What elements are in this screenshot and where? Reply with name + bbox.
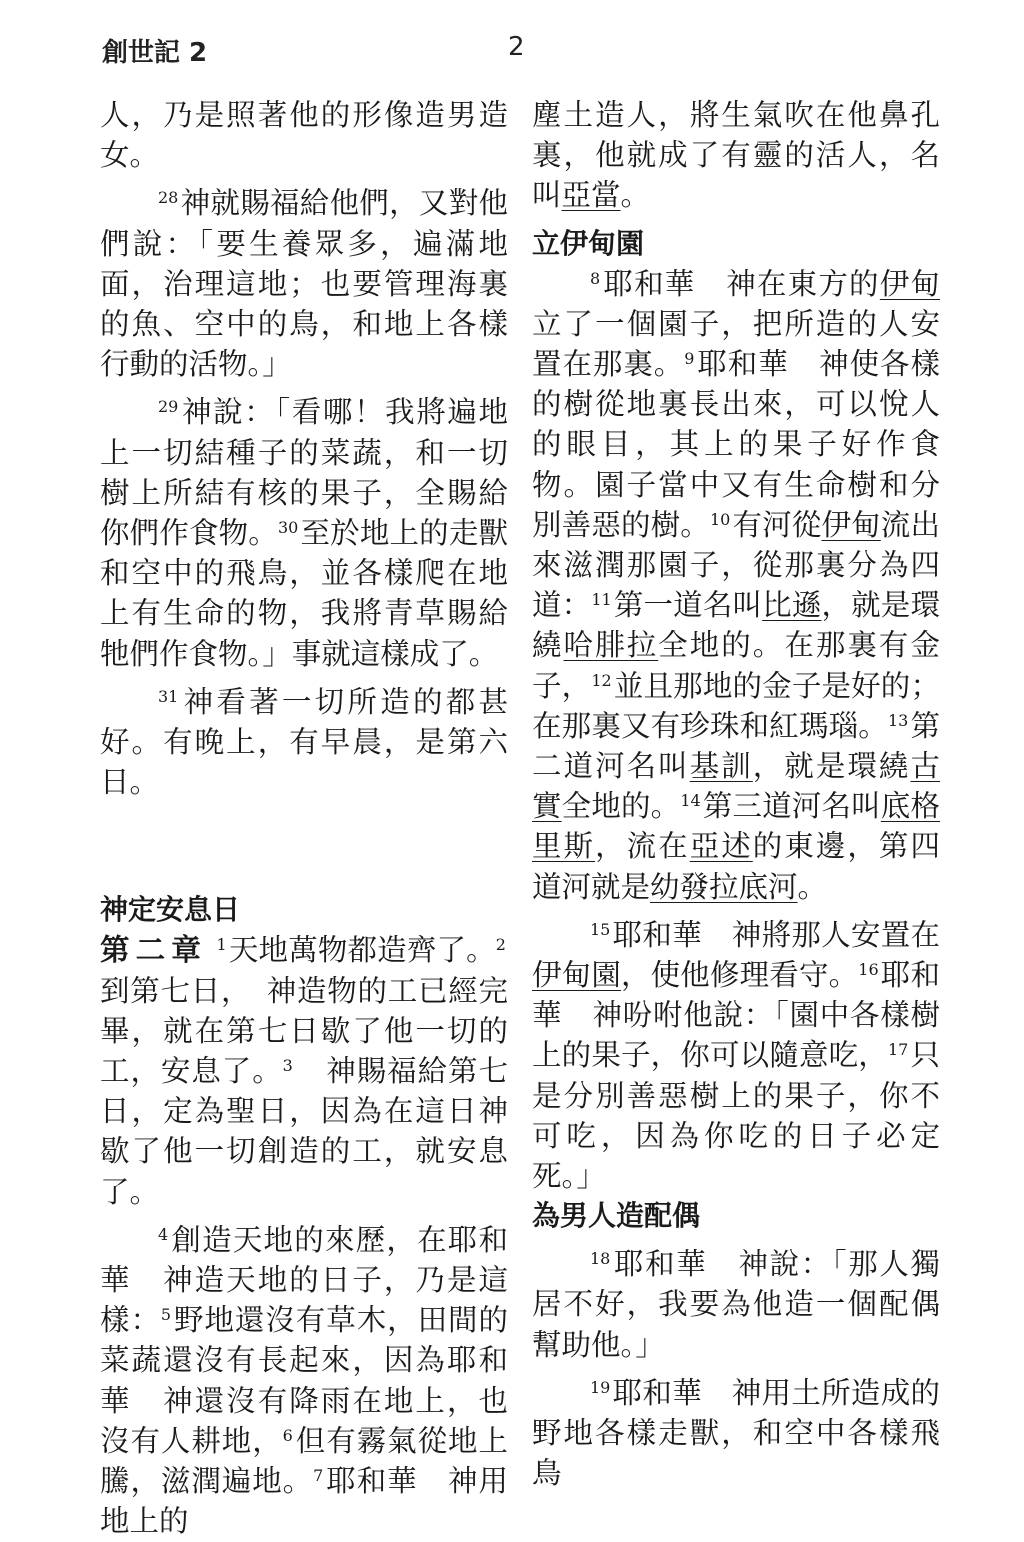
verse-number: 14 [680,791,701,811]
verse-number: 8 [590,268,601,288]
verse-text: 創造天地的來歷，在耶和華 神造天地的日子，乃是這樣： [100,1222,508,1338]
verse-text: 全地的。 [561,789,681,824]
verse-text: 第二道河名叫 [532,708,940,784]
verse-paragraph [100,392,508,673]
verse-text: 並且那地的金子是好的；在那裏又有珍珠和紅瑪瑙。 [532,668,940,743]
paragraph [100,95,508,175]
verse-text: 神賜福給第七日，定為聖日，因為在這日神歇了他一切創造的工，就安息了。 [100,1054,508,1209]
section-heading: 為男人造配偶 [532,1199,701,1233]
verse-text: 但有霧氣從地上騰，滋潤遍地。 [100,1423,508,1499]
verse-number: 17 [887,1040,909,1060]
verse-number: 29 [158,397,179,417]
verse-text: ，流在 [595,829,690,864]
verse-text: 耶和華 神用土所造成的野地各樣走獸，和空中各樣飛鳥 [532,1375,940,1491]
verse-text: 天地萬物都造齊了。 [228,933,496,968]
verse-text: 到第七日， 神造物的工已經完畢，就在第七日歇了他一切的工，安息了。 [100,973,508,1089]
verse-text: 耶和華 神吩咐他說：「園中各樣樹上的果子，你可以隨意吃， [532,958,940,1073]
proper-noun: 伊甸 [879,266,940,301]
proper-noun: 比遜 [762,588,822,623]
proper-noun: 基訓 [689,749,753,784]
verse-text: 流出來滋潤那園子，從那裏分為四道： [532,507,940,623]
verse-text: 耶和華 神將那人安置在 [612,917,940,952]
verse-text: 塵土造人，將生氣吹在他鼻孔裏，他就成了有靈的活人，名叫 [532,98,940,213]
verse-text: 第一道名叫 [613,588,763,623]
verse-number: 19 [590,1377,611,1397]
proper-noun: 亞當 [561,178,621,213]
verse-text: 神看著一切所造的都甚好。有晚上，有早晨，是第六日。 [100,684,508,800]
verse-paragraph [532,264,940,907]
verse-number: 15 [590,919,611,939]
verse-number: 7 [313,1466,324,1486]
proper-noun: 伊甸園 [532,958,621,993]
proper-noun: 亞述 [689,829,753,864]
verse-text: ，就是環繞 [752,749,911,784]
verse-number: 3 [282,1056,293,1076]
verse-paragraph [100,682,508,803]
verse-number: 5 [160,1305,172,1325]
verse-number: 1 [216,935,227,955]
verse-number: 13 [887,710,909,730]
verse-text: 人，乃是照著他的形像造男造女。 [100,98,508,173]
section-heading: 神定安息日 [100,893,241,927]
verse-number: 6 [282,1425,293,1445]
verse-paragraph [100,183,508,384]
verse-text: 。 [620,178,651,213]
verse-paragraph [532,95,940,216]
verse-number: 28 [158,188,179,208]
verse-paragraph [532,915,940,1196]
verse-text: 立了一個園子，把所造的人安置在那裏。 [532,306,940,382]
verse-number: 12 [591,670,612,690]
proper-noun: 伊甸 [821,507,881,542]
verse-paragraph [100,1220,508,1542]
right-column [532,95,940,1494]
verse-text: 耶和華 神用地上的 [100,1464,508,1539]
page-number: 2 [508,32,525,62]
verse-number: 10 [709,509,731,529]
verse-number: 11 [591,590,612,610]
verse-text: 有河從 [732,507,822,542]
verse-text: 的東邊，第四道河就是 [532,829,940,904]
chapter-label: 第二章 [100,933,207,968]
verse-text: 只是分別善惡樹上的果子，你不可吃，因為你吃的日子必定死。」 [532,1038,940,1194]
verse-number: 9 [684,349,695,369]
verse-number: 4 [158,1224,169,1244]
verse-number: 16 [858,960,879,980]
verse-number: 30 [277,518,299,538]
verse-text: 全地的。在那裏有金子， [532,628,940,703]
verse-text: ，使他修理看守。 [620,958,859,993]
verse-text: 耶和華 神說：「那人獨居不好，我要為他造一個配偶幫助他。」 [532,1247,940,1362]
verse-text: 耶和華 神在東方的 [602,266,880,301]
verse-number: 2 [495,935,506,955]
running-head: 創世記 2 [102,38,208,68]
verse-paragraph [532,1373,940,1494]
verse-text: 耶和華 神使各樣的樹從地裏長出來，可以悅人的眼目，其上的果子好作食物。園子當中又有生命樹和分別善惡的樹。 [532,347,940,542]
verse-text: 神就賜福給他們，又對他們說：「要生養眾多，遍滿地面，治理這地；也要管理海裏的魚、空中的鳥，和地上各樣行動的活物。」 [100,186,508,382]
verse-text: ，就是環繞 [532,588,940,663]
verse-text: 至於地上的走獸和空中的飛鳥，並各樣爬在地上有生命的物，我將青草賜給牠們作食物。」事就這樣成了。 [100,516,508,671]
left-column [100,95,508,1542]
section-heading: 立伊甸園 [532,226,645,260]
proper-noun: 幼發拉底河 [650,869,798,904]
verse-text: 。 [797,869,828,904]
proper-noun: 底格里斯 [532,789,940,864]
verse-text: 野地還沒有草木，田間的菜蔬還沒有長起來，因為耶和華 神還沒有降雨在地上，也沒有人耕地， [100,1303,508,1458]
verse-paragraph [100,930,508,1211]
proper-noun: 古實 [532,749,940,824]
proper-noun: 哈腓拉 [563,628,659,663]
verse-number: 31 [158,686,179,706]
verse-text: 神說：「看哪！我將遍地上一切結種子的菜蔬，和一切樹上所結有核的果子，全賜給你們作食物。 [100,395,508,551]
page-header [0,0,1024,80]
verse-text: 第三道河名叫 [702,789,881,824]
verse-paragraph [532,1244,940,1365]
verse-number: 18 [590,1249,611,1269]
